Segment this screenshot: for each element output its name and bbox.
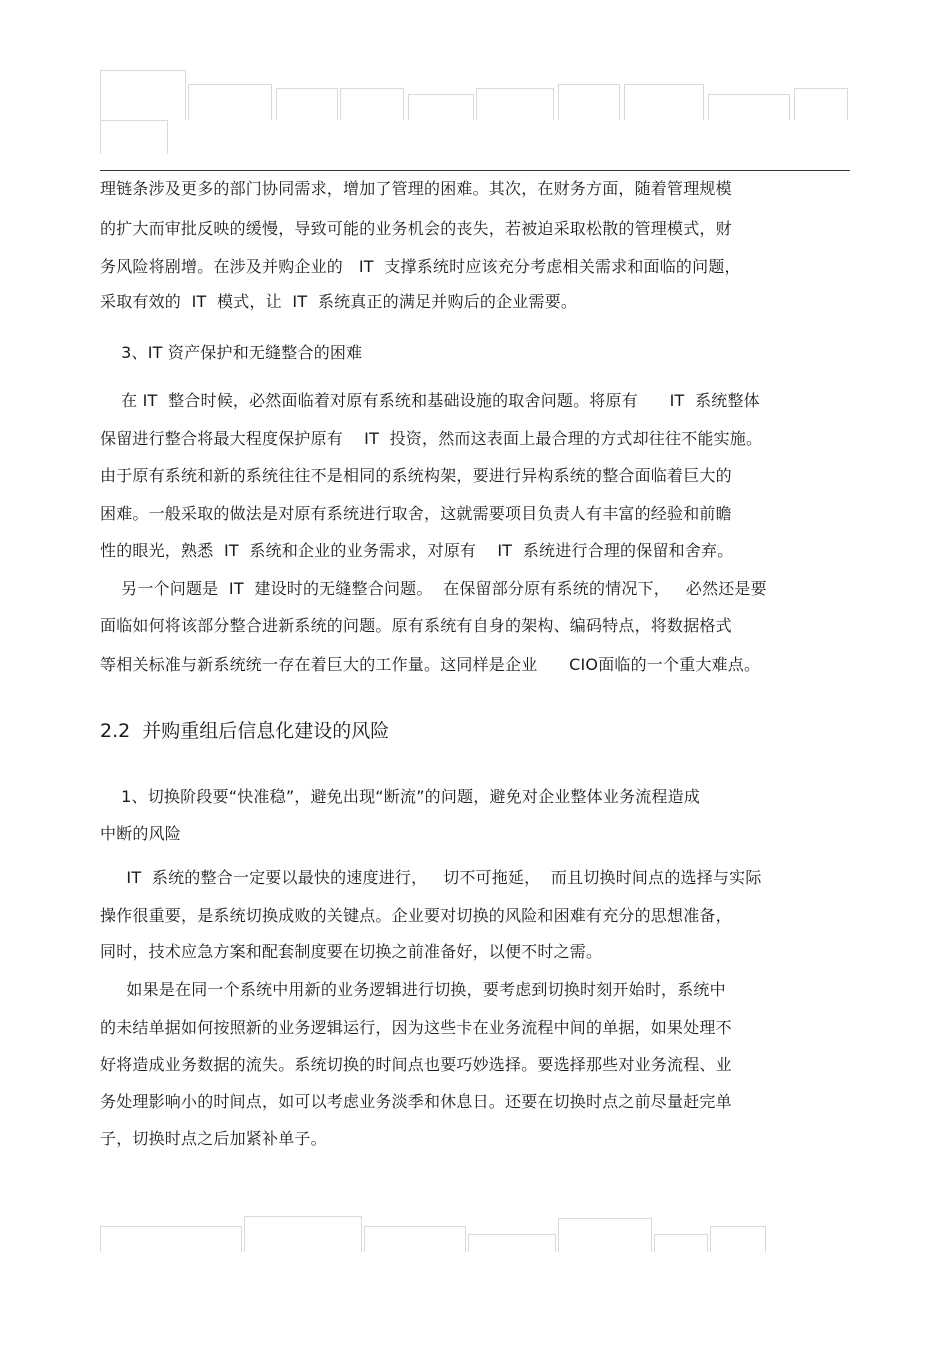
paragraph-line: 性的眼光，熟悉 IT 系统和企业的业务需求，对原有 IT 系统进行合理的保留和舍弃。 (100, 541, 734, 560)
paragraph-line: 在 IT 整合时候，必然面临着对原有系统和基础设施的取舍问题。将原有 IT 系统整体 (100, 391, 760, 410)
paragraph-line: IT 系统的整合一定要以最快的速度进行， 切不可拖延， 而且切换时间点的选择与实际 (100, 868, 762, 887)
paragraph-line: 等相关标准与新系统统一存在着巨大的工作量。这同样是企业 CIO面临的一个重大难点。 (100, 655, 761, 674)
paragraph-line: 操作很重要，是系统切换成败的关键点。企业要对切换的风险和困难有充分的思想准备， (100, 906, 732, 925)
paragraph-line: 务风险将剧增。在涉及并购企业的 IT 支撑系统时应该充分考虑相关需求和面临的问题， (100, 257, 741, 276)
paragraph-line: 好将造成业务数据的流失。系统切换的时间点也要巧妙选择。要选择那些对业务流程、业 (100, 1055, 732, 1074)
paragraph-line: 面临如何将该部分整合进新系统的问题。原有系统有自身的架构、编码特点，将数据格式 (100, 616, 732, 635)
subsection-heading: 3、IT 资产保护和无缝整合的困难 (100, 343, 363, 362)
paragraph-line: 理链条涉及更多的部门协同需求，增加了管理的困难。其次，在财务方面，随着管理规模 (100, 179, 732, 198)
paragraph-line: 保留进行整合将最大程度保护原有 IT 投资，然而这表面上最合理的方式却往往不能实施。 (100, 429, 763, 448)
paragraph-line: 采取有效的 IT 模式，让 IT 系统真正的满足并购后的企业需要。 (100, 292, 578, 311)
subsection-heading: 1、切换阶段要“快准稳”，避免出现“断流”的问题，避免对企业整体业务流程造成 (100, 787, 701, 806)
paragraph-line: 由于原有系统和新的系统往往不是相同的系统构架，要进行异构系统的整合面临着巨大的 (100, 466, 732, 485)
paragraph-line: 同时，技术应急方案和配套制度要在切换之前准备好，以便不时之需。 (100, 942, 603, 961)
paragraph-line: 的扩大而审批反映的缓慢，导致可能的业务机会的丧失，若被迫采取松散的管理模式，财 (100, 219, 732, 238)
paragraph-line: 子，切换时点之后加紧补单子。 (100, 1129, 327, 1148)
section-heading: 2.2 并购重组后信息化建设的风险 (100, 720, 390, 742)
paragraph-line: 的未结单据如何按照新的业务逻辑运行，因为这些卡在业务流程中间的单据，如果处理不 (100, 1018, 732, 1037)
header-rule (100, 170, 850, 171)
paragraph-line: 困难。一般采取的做法是对原有系统进行取舍，这就需要项目负责人有丰富的经验和前瞻 (100, 504, 732, 523)
paragraph-line: 另一个问题是 IT 建设时的无缝整合问题。 在保留部分原有系统的情况下， 必然还是要 (100, 579, 767, 598)
paragraph-line: 如果是在同一个系统中用新的业务逻辑进行切换，要考虑到切换时刻开始时，系统中 (100, 980, 726, 999)
subsection-heading: 中断的风险 (100, 824, 182, 843)
paragraph-line: 务处理影响小的时间点，如可以考虑业务淡季和休息日。还要在切换时点之前尽量赶完单 (100, 1092, 732, 1111)
